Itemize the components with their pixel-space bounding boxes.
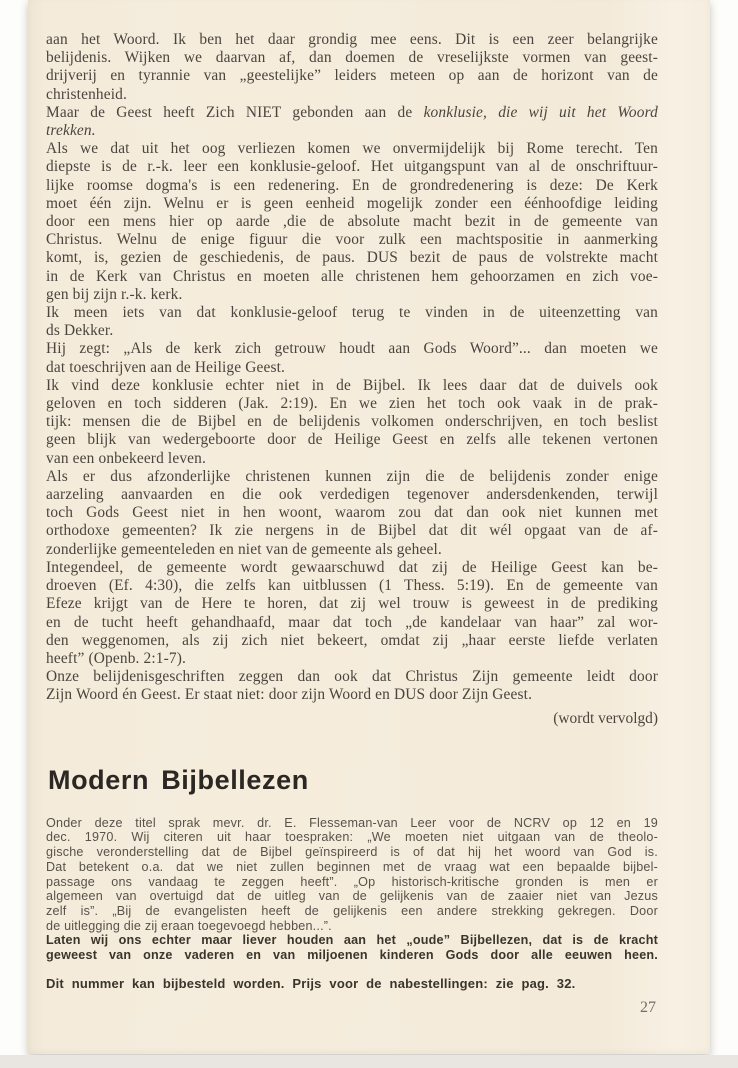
text-line: christenheid. xyxy=(46,85,128,103)
text-line: Zijn Woord én Geest. Er staat niet: door zijn Woord en DUS door Zijn Geest. xyxy=(46,686,533,704)
text-line: aan het Woord. Ik ben het daar grondig mee eens. Dit is een zeer belangrijke xyxy=(46,31,658,48)
text-line: Onze belijdenisgeschriften zeggen dan ook dat Christus Zijn gemeente leidt door xyxy=(46,668,658,686)
continuation-note: (wordt vervolgd) xyxy=(553,709,658,727)
paragraph xyxy=(46,140,658,304)
text-line: Integendeel, de gemeente wordt gewaarschuwd dat zij de Heilige Geest kan be- xyxy=(46,558,658,576)
text-line: Christus. Welnu de enige figuur die voor zulk een machtspositie in aanmerking xyxy=(46,231,658,249)
text-line: in de Kerk van Christus en moeten alle christenen hem gehoorzamen en zich voe- xyxy=(46,267,658,285)
text-line: dec. 1970. Wij citeren uit haar toespraken: „We moeten niet uitgaan van de theolo- xyxy=(46,830,658,845)
section-heading: Modern Bijbellezen xyxy=(48,764,309,795)
paragraph xyxy=(46,468,658,559)
text-line: lijke roomse dogma's is een redenering. En de grondredenering is deze: De Kerk xyxy=(46,176,658,194)
text-line: tijk: mensen die de Bijbel en de belijdenis volkomen onderschrijven, en toch beslist xyxy=(46,413,658,431)
text-line: Hij zegt: „Als de kerk zich getrouw houdt aan Gods Woord”... dan moeten we xyxy=(46,340,658,358)
text-line: drijverij en tyrannie van „geestelijke” leiders meteen op aan de horizont van de xyxy=(46,67,658,85)
article-body xyxy=(46,31,658,705)
text-line: den weggenomen, als zij zich niet bekeert, omdat zij „haar eerste liefde verlaten xyxy=(46,631,658,649)
paragraph xyxy=(46,559,658,668)
text-line: trekken. xyxy=(46,122,96,140)
text-line: moet één zijn. Welnu er is geen eenheid mogelijk zonder een éénhoofdige leiding xyxy=(46,194,658,212)
paragraph xyxy=(46,816,658,934)
text-line: Dat betekent o.a. dat we niet zullen beginnen met de vraag wat een bepaalde bijbel- xyxy=(46,859,658,874)
text-line: gische veronderstelling dat de Bijbel geïnspireerd is of dat hij het woord van God is. xyxy=(46,845,658,860)
text-line: toch Gods Geest niet in hen woont, waarom zou dat dan ook niet kunnen met xyxy=(46,504,658,522)
text-line: geweest van onze vaderen en van miljoenen kinderen Gods door alle eeuwen heen. xyxy=(46,948,658,963)
text-line: Als er dus afzonderlijke christenen kunnen zijn die de belijdenis zonder enige xyxy=(46,467,658,485)
scanner-bed-strip xyxy=(0,1055,738,1068)
paragraph xyxy=(46,31,658,104)
text-line: aarzeling aanvaarden en die ook verdedigen tegenover andersdenkenden, terwijl xyxy=(46,486,658,504)
text-line: Maar de Geest heeft Zich NIET gebonden aan de konklusie, die wij uit het Woord xyxy=(46,103,659,121)
text-line: door een mens hier op aarde ,die de absolute macht bezit in de gemeente van xyxy=(46,213,658,231)
text-line: droeven (Ef. 4:30), die zelfs kan uitblussen (1 Thess. 5:19). En de gemeente van xyxy=(46,577,658,595)
text-line: ds Dekker. xyxy=(46,322,114,340)
text-line: Ik vind deze konklusie echter niet in de Bijbel. Ik lees daar dat de duivels ook xyxy=(46,376,658,394)
text-line: zelf is”. „Bij de evangelisten heeft de gelijkenis een andere strekking gekregen. Door xyxy=(46,903,658,918)
text-line: geloven en toch sidderen (Jak. 2:19). En we zien het toch ook vaak in de prak- xyxy=(46,395,658,413)
text-line: belijdenis. Wijken we daarvan af, dan doemen de vreselijkste vormen van geest- xyxy=(46,49,658,67)
paragraph xyxy=(46,304,658,340)
paragraph xyxy=(46,933,658,962)
paragraph xyxy=(46,377,658,468)
text-line: Ik meen iets van dat konklusie-geloof terug te vinden in de uiteenzetting van xyxy=(46,304,658,322)
text-line: dat toeschrijven aan de Heilige Geest. xyxy=(46,358,286,376)
text-line: Efeze krijgt van de Here te horen, dat zij wel trouw is geweest in de prediking xyxy=(46,595,658,613)
text-line: van een onbekeerd leven. xyxy=(46,449,206,467)
page-number: 27 xyxy=(640,998,656,1016)
text-line: de uitlegging die zij eraan toegevoegd hebben...”. xyxy=(46,918,332,933)
text-line: Onder deze titel sprak mevr. dr. E. Flesseman-van Leer voor de NCRV op 12 en 19 xyxy=(46,815,658,830)
order-note: Dit nummer kan bijbesteld worden. Prijs voor de nabestellingen: zie pag. 32. xyxy=(46,975,576,991)
text-line: geen blijk van wedergeboorte door de Heilige Geest en zelfs alle tekenen vertonen xyxy=(46,431,658,449)
text-line: algemeen van overtuigd dat de uitleg van de gelijkenis van de zaaier niet van Jezus xyxy=(46,889,658,904)
text-line: heeft” (Openb. 2:1-7). xyxy=(46,649,187,667)
paragraph xyxy=(46,668,658,704)
paragraph xyxy=(46,340,658,376)
text-line: komt, is, gezien de geschiedenis, de paus. DUS bezit de paus de volstrekte macht xyxy=(46,249,658,267)
text-line: diepste is de r.-k. leer een konklusie-geloof. Het uitgangspunt van al de onschriftuur- xyxy=(46,158,658,176)
text-line: en de tucht heeft gehandhaafd, maar dat toch „de kandelaar van haar” zal wor- xyxy=(46,613,658,631)
text-line: gen bij zijn r.-k. kerk. xyxy=(46,285,183,303)
text-line: Laten wij ons echter maar liever houden aan het „oude” Bijbellezen, dat is de kracht xyxy=(46,933,658,948)
text-line: zonderlijke gemeenteleden en niet van de gemeente als geheel. xyxy=(46,540,442,558)
magazine-page xyxy=(28,0,710,1054)
text-line: orthodoxe gemeenten? Ik zie nergens in de Bijbel dat dit wél opgaat van de af- xyxy=(46,522,658,540)
text-line: Als we dat uit het oog verliezen komen we onvermijdelijk bij Rome terecht. Ten xyxy=(46,140,658,158)
paragraph xyxy=(46,104,658,140)
text-line: passage ons vandaag te zeggen heeft”. „Op historisch-kritische gronden is men er xyxy=(46,874,658,889)
section-commentary xyxy=(46,816,658,963)
